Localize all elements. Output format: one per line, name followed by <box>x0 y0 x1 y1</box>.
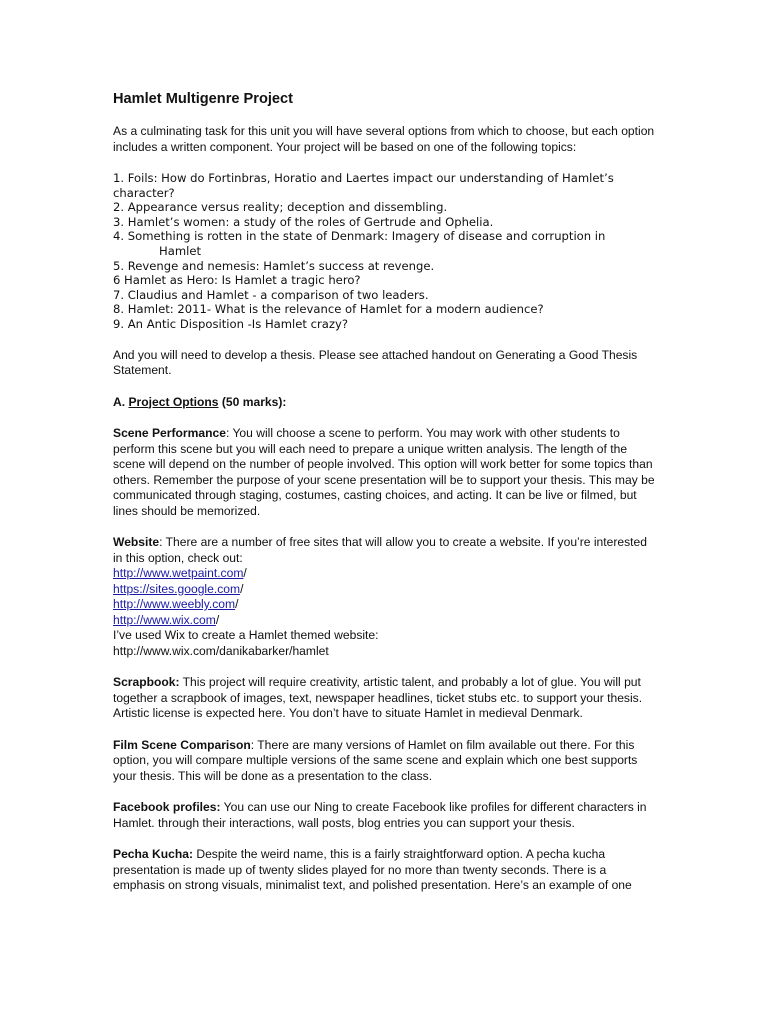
scene-performance-label: Scene Performance <box>113 426 226 441</box>
wix-note: I’ve used Wix to create a Hamlet themed website: <box>113 628 379 643</box>
weebly-link[interactable]: http://www.weebly.com <box>113 597 236 612</box>
link-line <box>113 566 656 582</box>
topic-item <box>113 229 656 258</box>
scrapbook-text: This project will require creativity, artistic talent, and probably a lot of glue. You will put together a scrapbook of images, text, newspaper headlines, ticket stubs etc. to support your thesis. Artistic license is expected here. You don’t have to situate Hamlet in medieval Denmark. <box>113 675 643 721</box>
website-label: Website <box>113 535 160 550</box>
website-text: : There are a number of free sites that will allow you to create a website. If you’re interested in this option, check out: <box>113 535 647 565</box>
pecha-kucha-label: Pecha Kucha: <box>113 847 193 862</box>
scrapbook-label: Scrapbook: <box>113 675 180 690</box>
topic-list <box>113 171 656 332</box>
scene-performance-text: : You will choose a scene to perform. You may work with other students to perform this scene but you will each need to prepare a unique written analysis. The length of the scene will depend on the number of people involved. This option will work better for some topics than others. Remember the purpose of your scene presentation will be to support your thesis. This may be communicated through staging, costumes, casting choices, and acting. It can be live or filmed, but lines should be memorized. <box>113 426 655 518</box>
link-line <box>113 613 656 629</box>
topic-item <box>113 171 656 200</box>
link-line <box>113 582 656 598</box>
topic-label: 1. Foils: How do Fortinbras, Horatio and Laertes impact our understanding of Hamlet’s character? <box>113 171 614 200</box>
topic-label: 3. Hamlet’s women: a study of the roles of Gertrude and Ophelia. <box>113 214 494 229</box>
topic-item <box>113 200 656 215</box>
topic-label-continued: Hamlet <box>159 243 202 258</box>
pecha-kucha-paragraph <box>113 847 656 894</box>
film-comparison-text: : There are many versions of Hamlet on film available out there. For this option, you will compare multiple versions of the same scene and explain which one best supports your thesis. This will be done as a presentation to the class. <box>113 737 638 783</box>
wix-link[interactable]: http://www.wix.com <box>113 612 216 627</box>
topic-label: 4. Something is rotten in the state of Denmark: Imagery of disease and corruption in <box>113 229 606 244</box>
website-paragraph <box>113 535 656 659</box>
topic-label: 9. An Antic Disposition -Is Hamlet crazy? <box>113 316 348 331</box>
film-comparison-paragraph <box>113 738 656 785</box>
topic-label: 6 Hamlet as Hero: Is Hamlet a tragic hero? <box>113 273 361 288</box>
intro-paragraph: As a culminating task for this unit you will have several options from which to choose, but each option includes a written component. Your project will be based on one of the following topics: <box>113 124 655 154</box>
thesis-note: And you will need to develop a thesis. Please see attached handout on Generating a Good Thesis Statement. <box>113 347 638 378</box>
topic-item <box>113 273 656 288</box>
topic-label: 2. Appearance versus reality; deception and dissembling. <box>113 200 448 215</box>
facebook-label: Facebook profiles: <box>113 800 221 815</box>
section-a-title: Project Options <box>128 394 219 409</box>
scrapbook-paragraph <box>113 675 656 722</box>
topic-label: 8. Hamlet: 2011- What is the relevance of Hamlet for a modern audience? <box>113 302 544 317</box>
film-comparison-label: Film Scene Comparison <box>113 737 251 752</box>
section-a-heading <box>113 395 656 411</box>
topic-label: 7. Claudius and Hamlet - a comparison of two leaders. <box>113 287 429 302</box>
google-sites-link[interactable]: https://sites.google.com <box>113 581 241 596</box>
page-title: Hamlet Multigenre Project <box>113 91 294 107</box>
topic-item <box>113 215 656 230</box>
link-tail: / <box>215 612 220 627</box>
wetpaint-link[interactable]: http://www.wetpaint.com <box>113 566 244 581</box>
section-a-prefix: A. <box>113 394 129 409</box>
topic-item <box>113 288 656 303</box>
link-tail: / <box>235 597 239 612</box>
topic-item <box>113 302 656 317</box>
link-line <box>113 597 656 613</box>
link-tail: / <box>240 581 244 596</box>
topic-item <box>113 317 656 332</box>
scene-performance-paragraph <box>113 426 656 519</box>
pecha-kucha-text: Despite the weird name, this is a fairly straightforward option. A pecha kucha presentation is made up of twenty slides played for no more than twenty seconds. There is a emphasis on strong visuals, minimalist text, and polished presentation. Here’s an example of one <box>113 847 632 893</box>
topic-label: 5. Revenge and nemesis: Hamlet’s success at revenge. <box>113 258 435 273</box>
topic-item <box>113 259 656 274</box>
facebook-paragraph <box>113 800 656 831</box>
wix-hamlet-url: http://www.wix.com/danikabarker/hamlet <box>113 643 329 658</box>
link-tail: / <box>243 566 247 581</box>
facebook-text: You can use our Ning to create Facebook like profiles for different characters in Hamlet. through their interactions, wall posts, blog entries you can support your thesis. <box>113 800 647 830</box>
section-a-marks: (50 marks): <box>218 394 287 409</box>
